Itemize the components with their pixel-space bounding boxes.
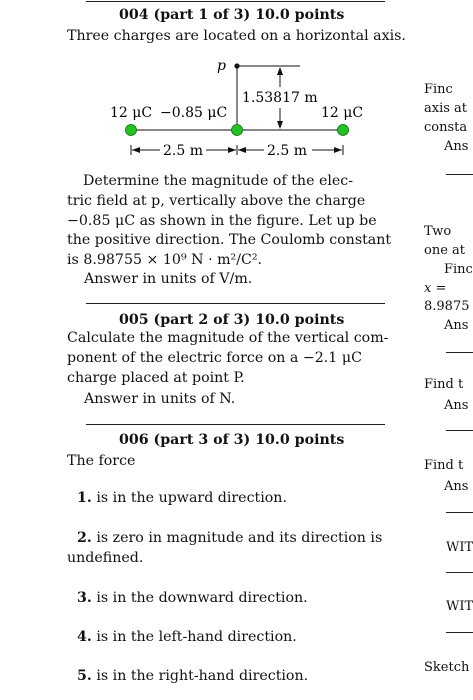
right-col-fragment: Sketch [424, 660, 470, 675]
charge-middle-label: −0.85 μC [160, 105, 228, 121]
q005-body-line: charge placed at point P. [67, 369, 245, 386]
q004-intro: Three charges are located on a horizontal axis. [67, 28, 406, 44]
right-col-rule [446, 430, 473, 431]
right-col-fragment: Ans [444, 479, 469, 494]
q006-intro: The force [67, 453, 136, 469]
option-text: is in the downward direction. [96, 590, 308, 606]
option-text-continued: undefined. [67, 549, 144, 566]
q006-header: 006 (part 3 of 3) 10.0 points [119, 432, 345, 448]
dist-left-label: 2.5 m [163, 143, 203, 159]
option-text: is in the upward direction. [96, 490, 287, 506]
option-number: 3. [77, 590, 92, 606]
charge-figure [0, 48, 473, 188]
right-col-rule [446, 572, 473, 573]
option-number: 4. [77, 629, 92, 645]
right-col-fragment: Ans [444, 398, 469, 413]
q004-body-line: is 8.98755 × 10⁹ N · m²/C². [67, 252, 263, 269]
height-arrow-down-head [277, 121, 283, 129]
right-col-fragment: x = [424, 281, 447, 296]
right-col-fragment: Finc [424, 82, 453, 97]
option-3[interactable] [77, 589, 308, 609]
q004-header: 004 (part 1 of 3) 10.0 points [119, 7, 345, 23]
option-number: 2. [77, 530, 92, 546]
right-col-fragment: Ans [444, 318, 469, 333]
rule-top [86, 1, 385, 2]
charge-right [338, 125, 349, 136]
rule-q006 [86, 424, 385, 425]
charge-left [126, 125, 137, 136]
q004-body [67, 172, 393, 271]
right-col-fragment: Ans [444, 139, 469, 154]
right-col-fragment: axis at [424, 101, 468, 116]
height-arrow-up-head [277, 67, 283, 75]
rule-q005 [86, 303, 385, 304]
charge-left-label: 12 μC [110, 105, 153, 121]
q004-answer-units: Answer in units of V/m. [84, 271, 253, 287]
height-label: 1.53817 m [242, 90, 318, 106]
right-col-rule [446, 512, 473, 513]
charge-right-label: 12 μC [321, 105, 364, 121]
q005-body-line: Calculate the magnitude of the vertical com- [67, 330, 389, 346]
option-text: is zero in magnitude and its direction is [96, 530, 383, 546]
option-number: 1. [77, 490, 92, 506]
right-col-rule [446, 352, 473, 353]
right-col-fragment: one at [424, 243, 465, 258]
q005-header: 005 (part 2 of 3) 10.0 points [119, 312, 345, 328]
point-p-label: p [217, 58, 226, 74]
charge-middle [232, 125, 243, 136]
right-col-fragment: 8.9875 [424, 299, 470, 314]
q004-body-line: tric field at p, vertically above the charge [67, 192, 366, 209]
option-text: is in the right-hand direction. [96, 668, 309, 684]
right-col-fragment: WIT [446, 599, 473, 614]
right-col-fragment: Find t [424, 377, 464, 392]
right-col-fragment: Find t [424, 458, 464, 473]
dist-left-arrowhead-l [132, 147, 140, 153]
q005-answer-units: Answer in units of N. [84, 391, 236, 407]
option-number: 5. [77, 668, 92, 684]
right-col-fragment: consta [424, 120, 468, 135]
dist-right-label: 2.5 m [267, 143, 307, 159]
dist-right-arrowhead-r [334, 147, 342, 153]
right-col-rule [446, 174, 473, 175]
q005-body [67, 329, 393, 388]
dist-left-arrowhead-r [228, 147, 236, 153]
right-col-fragment: Two [424, 224, 452, 239]
q004-body-line: Determine the magnitude of the elec- [83, 173, 354, 189]
right-col-rule [446, 632, 473, 633]
right-col-fragment: WIT [446, 540, 473, 555]
q004-body-line: −0.85 μC as shown in the figure. Let up be [67, 212, 377, 229]
option-1[interactable] [77, 489, 287, 509]
option-2[interactable] [67, 529, 382, 568]
option-5[interactable] [77, 667, 308, 687]
q005-body-line: ponent of the electric force on a −2.1 μC [67, 349, 362, 366]
option-4[interactable] [77, 628, 297, 648]
q004-body-line: the positive direction. The Coulomb constant [67, 232, 392, 249]
option-text: is in the left-hand direction. [96, 629, 297, 645]
dist-right-arrowhead-l [238, 147, 246, 153]
right-col-fragment: Finc [444, 262, 473, 277]
